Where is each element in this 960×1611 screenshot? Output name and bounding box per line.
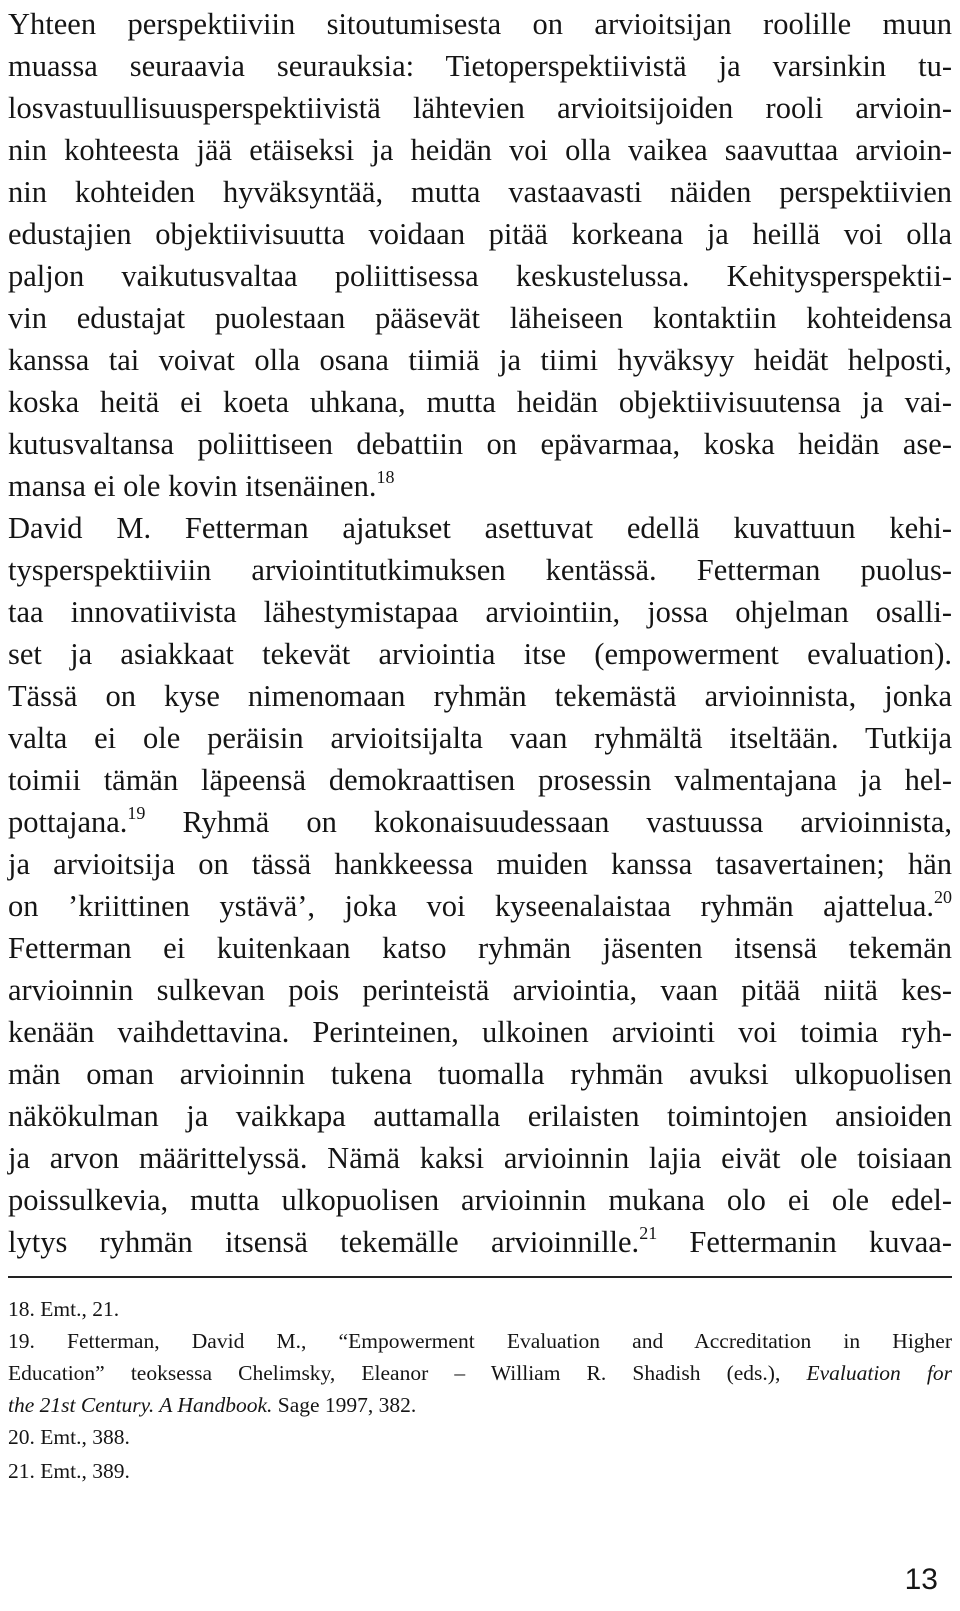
- text-line: valta ei ole peräisin arvioitsijalta vaan ryhmältä itseltään. Tutkija: [8, 721, 952, 755]
- text-line: kutusvaltansa poliittiseen debattiin on epävarmaa, koska heidän ase-: [8, 427, 952, 461]
- document-page: [8, 0, 952, 1611]
- footnote-ref-18: 18: [376, 467, 395, 487]
- text-run: mansa ei ole kovin itsenäinen.: [8, 469, 377, 503]
- text-line: Tässä on kyse nimenomaan ryhmän tekemästä arvioinnista, jonka: [8, 679, 952, 713]
- text-line: näkökulman ja vaikkapa auttamalla erilaisten toimintojen ansioiden: [8, 1099, 952, 1133]
- page-number: 13: [904, 1563, 938, 1596]
- text-line: nin kohteesta jää etäiseksi ja heidän voi olla vaikea saavuttaa arvioin-: [8, 133, 952, 167]
- text-line: muassa seuraavia seurauksia: Tietoperspektiivistä ja varsinkin tu-: [8, 49, 952, 83]
- text-run: on ’kriittinen ystävä’, joka voi kyseenalaistaa ryhmän ajattelua.: [8, 889, 934, 923]
- footnote-ref-21: 21: [639, 1223, 658, 1243]
- text-line: koska heitä ei koeta uhkana, mutta heidän objektiivisuutensa ja vai-: [8, 385, 952, 419]
- text-line: ja arvioitsija on tässä hankkeessa muiden kanssa tasavertainen; hän: [8, 847, 952, 881]
- text-line: David M. Fetterman ajatukset asettuvat edellä kuvattuun kehi-: [8, 511, 952, 545]
- text-line: set ja asiakkaat tekevät arviointia itse (empowerment evaluation).: [8, 637, 952, 671]
- text-line: arvioinnin sulkevan pois perinteistä arviointia, vaan pitää niitä kes-: [8, 973, 952, 1007]
- text-line: kanssa tai voivat olla osana tiimiä ja tiimi hyväksyy heidät helposti,: [8, 343, 952, 377]
- footnote-19-line: [8, 1388, 952, 1422]
- footnote-20: 20. Emt., 388.: [8, 1425, 130, 1449]
- text-line: nin kohteiden hyväksyntää, mutta vastaavasti näiden perspektiivien: [8, 175, 952, 209]
- footnote-text: Sage 1997, 382.: [272, 1393, 417, 1417]
- footnote-18: 18. Emt., 21.: [8, 1297, 120, 1321]
- text-line: paljon vaikutusvaltaa poliittisessa keskustelussa. Kehitysperspektii-: [8, 259, 952, 293]
- footnote-21: 21. Emt., 389.: [8, 1459, 130, 1483]
- text-line: ja arvon määrittelyssä. Nämä kaksi arvioinnin lajia eivät ole toisiaan: [8, 1141, 952, 1175]
- text-line: poissulkevia, mutta ulkopuolisen arvioinnin mukana olo ei ole edel-: [8, 1183, 952, 1217]
- book-title: the 21st Century. A Handbook.: [8, 1393, 273, 1417]
- text-run: Ryhmä on kokonaisuudessaan vastuussa arvioinnista,: [145, 805, 952, 839]
- text-line: Fetterman ei kuitenkaan katso ryhmän jäsenten itsensä tekemän: [8, 931, 952, 965]
- footnote-ref-19: 19: [127, 803, 146, 823]
- footnote-divider: [8, 1276, 952, 1278]
- text-line: [8, 800, 952, 844]
- footnote-19-line: 19. Fetterman, David M., “Empowerment Evaluation and Accreditation in Higher: [8, 1329, 952, 1353]
- text-line: edustajien objektiivisuutta voidaan pitää korkeana ja heillä voi olla: [8, 217, 952, 251]
- text-run: lytys ryhmän itsensä tekemälle arvioinnille.: [8, 1225, 640, 1259]
- text-line: vin edustajat puolestaan pääsevät läheiseen kontaktiin kohteidensa: [8, 301, 952, 335]
- footnote-text: Education” teoksessa Chelimsky, Eleanor – William R. Shadish (eds.),: [8, 1361, 781, 1385]
- text-line: [8, 464, 952, 508]
- text-run: pottajana.: [8, 805, 128, 839]
- text-line: taa innovatiivista lähestymistapaa arviointiin, jossa ohjelman osalli-: [8, 595, 952, 629]
- text-line: [8, 1220, 952, 1264]
- text-run: Fettermanin kuvaa-: [657, 1225, 952, 1259]
- text-line: losvastuullisuusperspektiivistä lähtevien arvioitsijoiden rooli arvioin-: [8, 91, 952, 125]
- book-title: Evaluation for: [806, 1361, 953, 1385]
- text-line: Yhteen perspektiiviin sitoutumisesta on arvioitsijan roolille muun: [8, 7, 952, 41]
- text-line: [8, 884, 952, 928]
- text-line: män oman arvioinnin tukena tuomalla ryhmän avuksi ulkopuolisen: [8, 1057, 952, 1091]
- text-line: tysperspektiiviin arviointitutkimuksen kentässä. Fetterman puolus-: [8, 553, 952, 587]
- footnote-19-line: [8, 1356, 952, 1390]
- text-line: kenään vaihdettavina. Perinteinen, ulkoinen arviointi voi toimia ryh-: [8, 1015, 952, 1049]
- text-line: toimii tämän läpeensä demokraattisen prosessin valmentajana ja hel-: [8, 763, 952, 797]
- footnote-ref-20: 20: [934, 887, 952, 907]
